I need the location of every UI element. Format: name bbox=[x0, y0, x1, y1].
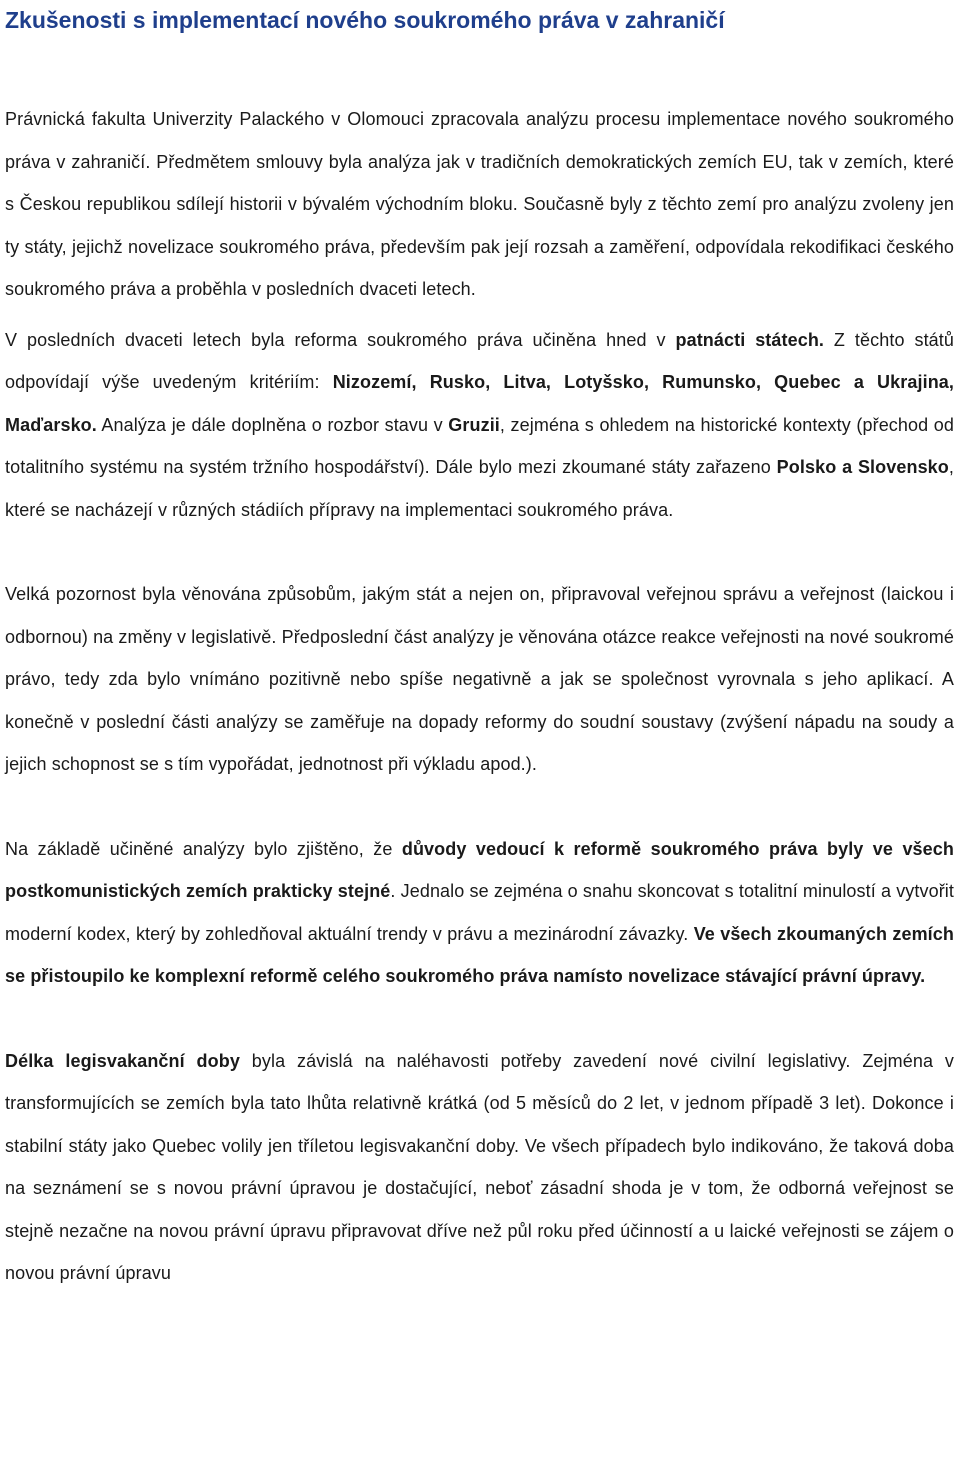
paragraph-text: Velká pozornost byla věnována způsobům, jakým stát a nejen on, připravoval veřejnou správu a veřejnost (laickou i odbornou) na změny v legislativě. Předposlední část analýzy je věnována otázce reakce veřejnosti na nové soukromé právo, tedy zda bylo vnímáno pozitivně nebo spíše negativně a jak se společnost vyrovnala s jeho aplikací. A konečně v poslední části analýzy se zaměřuje na dopady reformy do soudní soustavy (zvýšení nápadu na soudy a jejich schopnost se s tím vypořádat, jednotnost při výkladu apod.). bbox=[5, 584, 954, 774]
paragraph-text: , které se nacházejí v různých stádiích přípravy na implementaci soukromého práva. bbox=[5, 457, 955, 520]
paragraph-legisvacancy bbox=[5, 1040, 954, 1295]
paragraph-text: Právnická fakulta Univerzity Palackého v Olomouci zpracovala analýzu procesu implementace nového soukromého práva v zahraničí. Předmětem smlouvy byla analýza jak v tradičních demokratických zemích EU, tak v zemích, které s Českou republikou sdílejí historii v bývalém východním bloku. Současně byly z těchto zemí pro analýzu zvoleny jen ty státy, jejichž novelizace soukromého práva, především pak její rozsah a zaměření, odpovídala rekodifikaci českého soukromého práva a proběhla v posledních dvaceti letech. bbox=[5, 109, 954, 299]
paragraph-intro bbox=[5, 98, 954, 311]
paragraph-text: Z těchto států odpovídají výše uvedeným kritériím: bbox=[5, 329, 954, 392]
emphasis-text: Polsko a Slovensko bbox=[776, 457, 949, 477]
paragraph-text: Analýza je dále doplněna o rozbor stavu v bbox=[96, 414, 449, 435]
paragraph-text: byla závislá na naléhavosti potřeby zavedení nové civilní legislativy. Zejména v transformujících se zemích byla tato lhůta relativně krátká (od 5 měsíců do 2 let, v jednom případě 3 let). Dokonce i stabilní státy jako Quebec volily jen tříletou legisvakanční doby. Ve všech případech bylo indikováno, že taková doba na seznámení se s novou právní úpravou je dostačující, neboť zásadní shoda je v tom, že odborná veřejnost se stejně nezačne na novou právní úpravu připravovat dříve než půl roku před účinností a u laické veřejnosti se zájem o novou právní úpravu bbox=[5, 1050, 954, 1283]
paragraph-text: , zejména s ohledem na historické kontexty (přechod od totalitního systému na systém tržního hospodářství). Dále bylo mezi zkoumané státy zařazeno bbox=[5, 414, 954, 477]
paragraph-text: . Jednalo se zejména o snahu skoncovat s totalitní minulostí a vytvořit moderní kodex, který by zohledňoval aktuální trendy v právu a mezinárodní závazky. bbox=[5, 881, 955, 944]
paragraph-findings bbox=[5, 828, 954, 998]
emphasis-text: Ve všech zkoumaných zemích se přistoupilo ke komplexní reformě celého soukromého práva namísto novelizace stávající právní úpravy. bbox=[5, 923, 954, 986]
page-title: Zkušenosti s implementací nového soukromého práva v zahraničí bbox=[5, 7, 725, 33]
paragraph-public-attention bbox=[5, 573, 954, 786]
emphasis-text: důvody vedoucí k reformě soukromého práva byly ve všech postkomunistických zemích prakticky stejné bbox=[5, 838, 954, 901]
paragraph-states bbox=[5, 319, 954, 532]
emphasis-text: Gruzii bbox=[448, 414, 500, 435]
emphasis-text: Délka legisvakanční doby bbox=[5, 1050, 240, 1071]
paragraph-text: Na základě učiněné analýzy bylo zjištěno, že bbox=[5, 838, 402, 859]
emphasis-text: patnácti státech. bbox=[675, 329, 825, 350]
emphasis-text: Nizozemí, Rusko, Litva, Lotyšsko, Rumunsko, Quebec a Ukrajina, Maďarsko. bbox=[5, 372, 954, 435]
paragraph-text: V posledních dvaceti letech byla reforma soukromého práva učiněna hned v bbox=[5, 329, 676, 350]
